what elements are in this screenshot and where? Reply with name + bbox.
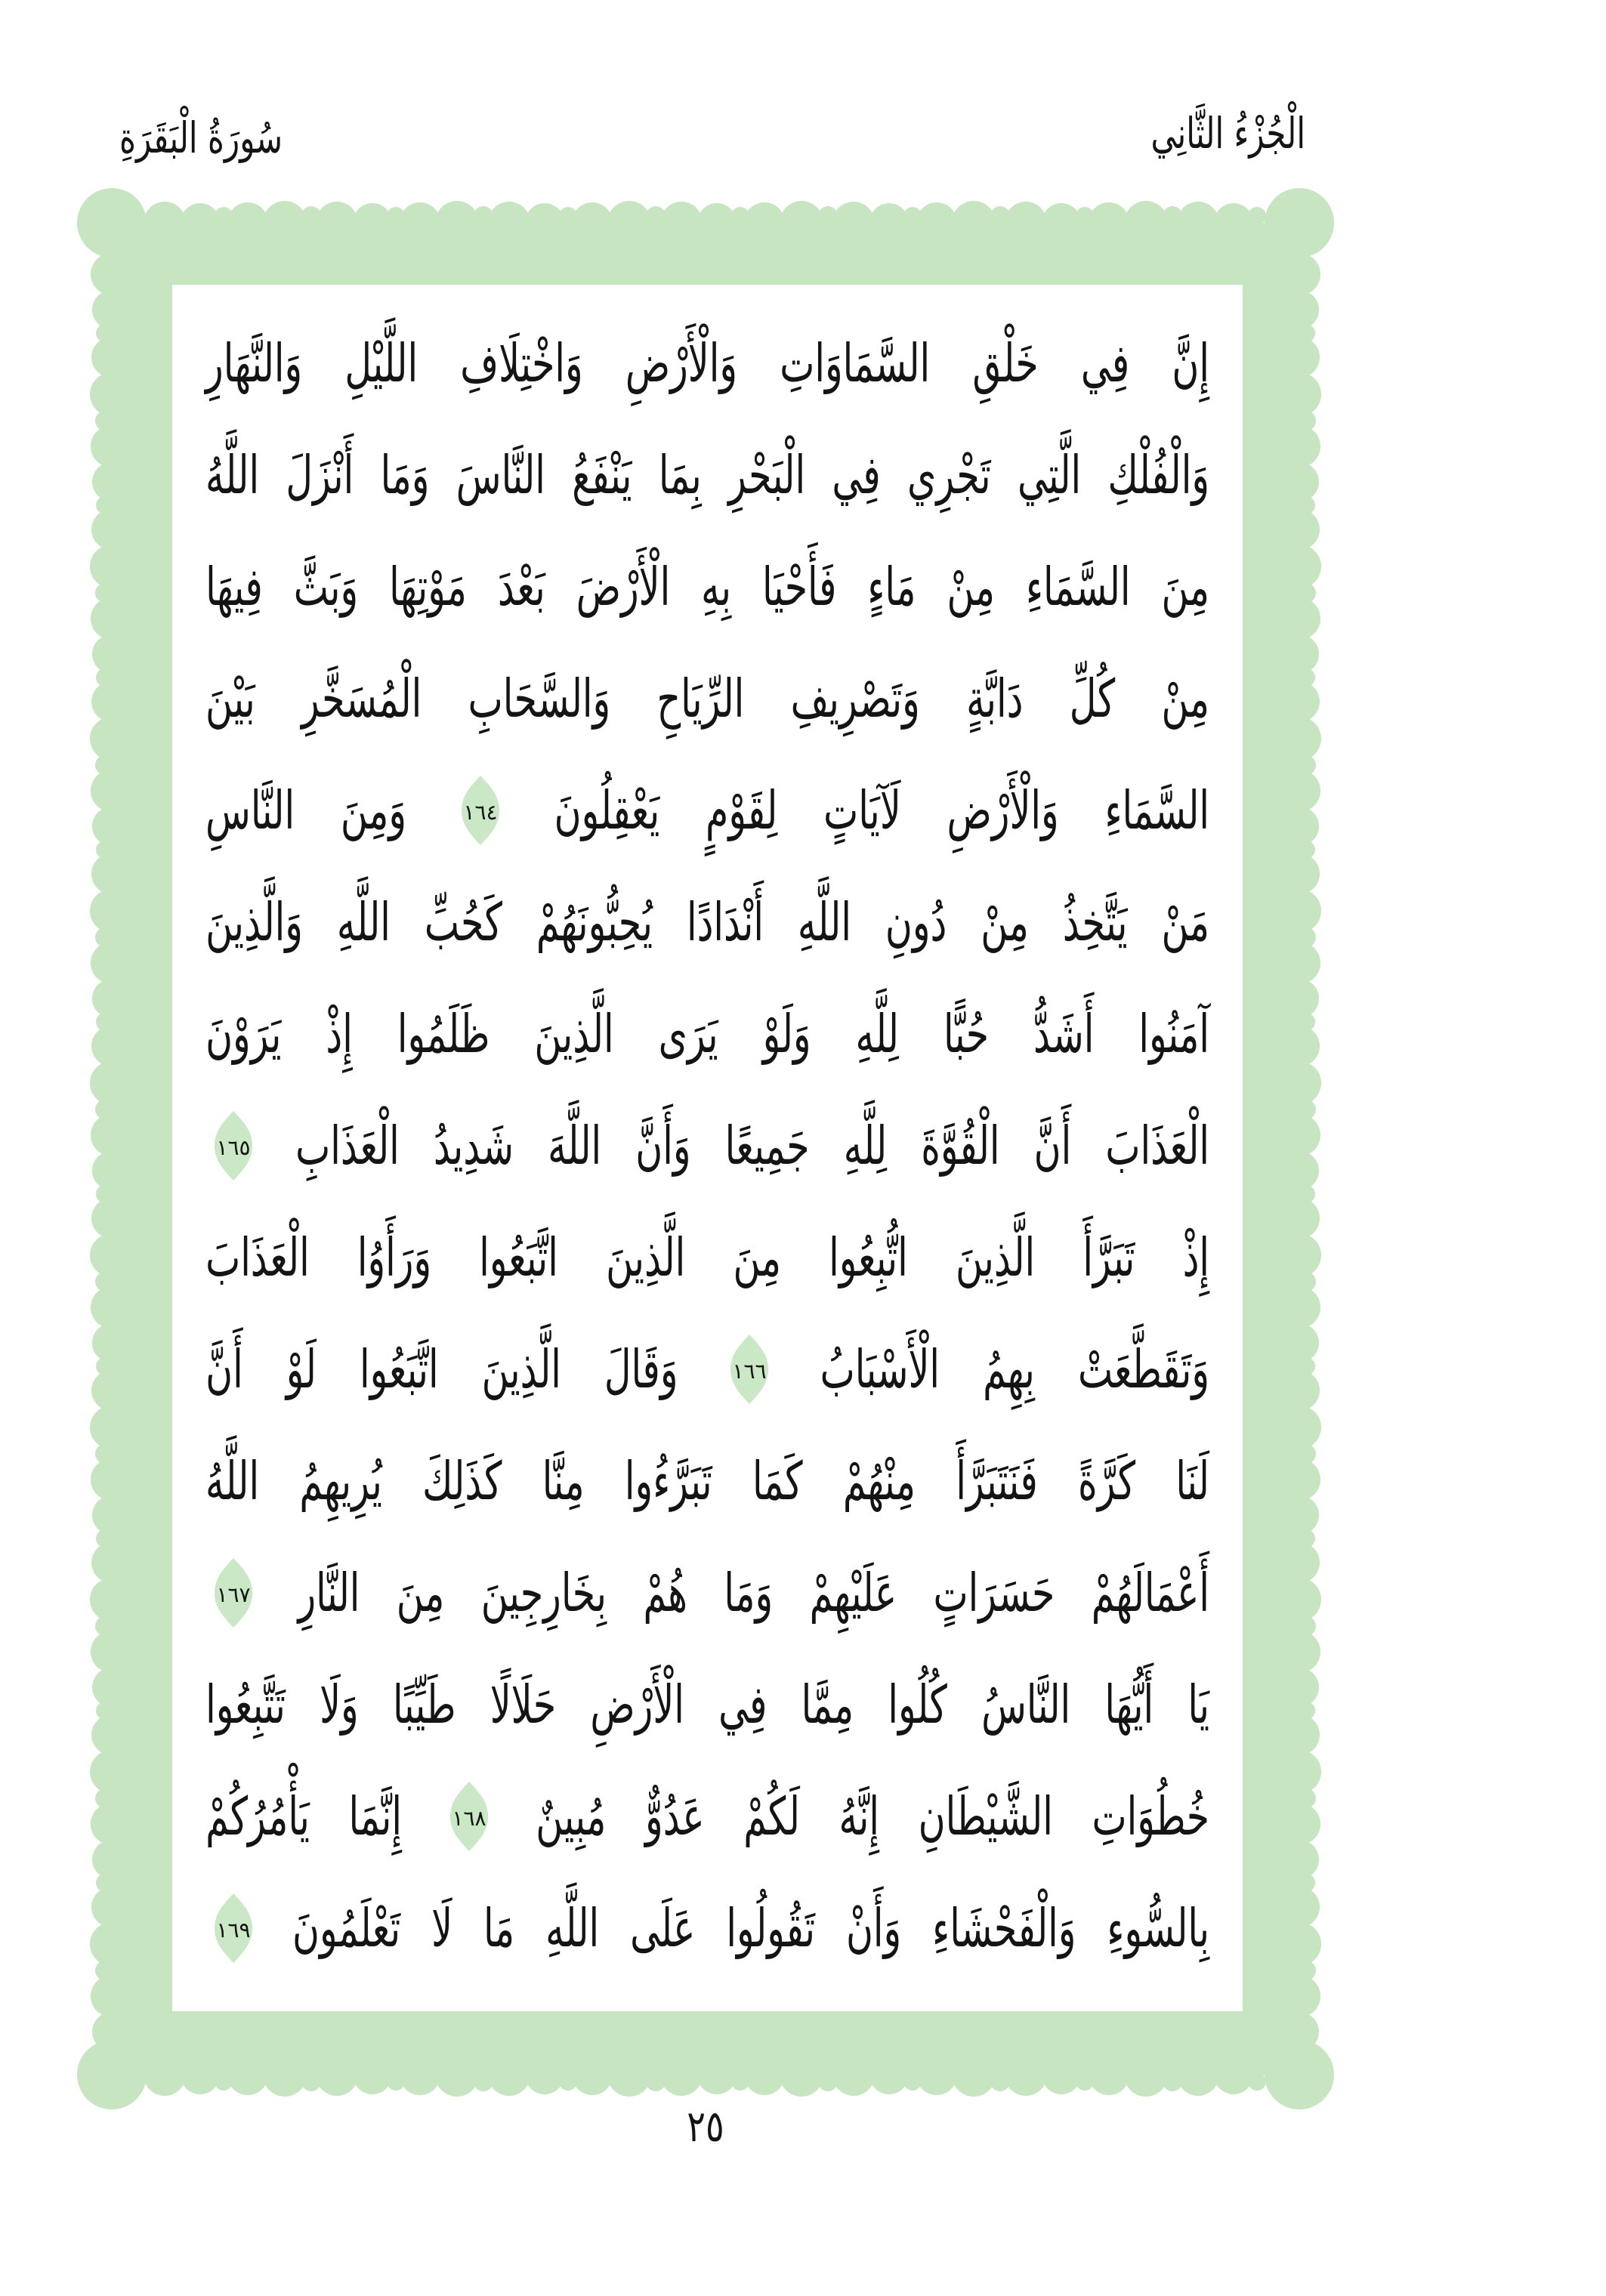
quran-word: عَدُوٌّ: [645, 1785, 705, 1847]
quran-word: اللَّهِ: [336, 891, 391, 953]
quran-word: يَتَّخِذُ: [1062, 891, 1128, 953]
quran-word: إِذْ: [1182, 1227, 1209, 1288]
quran-word: لَوْ: [286, 1338, 317, 1400]
quran-word: يَرَى: [658, 1003, 718, 1065]
quran-word: حَسَرَاتٍ: [933, 1562, 1055, 1624]
quran-word: لَا: [431, 1897, 453, 1959]
quran-word: مِنَ: [1161, 556, 1209, 618]
quran-word: تَبَرَّأَ: [1083, 1227, 1135, 1288]
quran-word: إِنَّ: [1172, 332, 1209, 394]
ayah-end-badge: [727, 1333, 771, 1406]
quran-word: اتَّبَعُوا: [479, 1227, 558, 1288]
quran-word: مَنْ: [1161, 891, 1209, 953]
quran-word: مَا: [483, 1897, 515, 1959]
quran-word: فِي: [718, 1674, 767, 1736]
quran-word: وَرَأَوُا: [357, 1227, 432, 1288]
quran-word: اللَّهِ: [545, 1897, 600, 1959]
ayah-number: ١٦٦: [731, 1359, 767, 1384]
quran-word: أَعْمَالَهُمْ: [1091, 1562, 1209, 1624]
quran-word: مِمَّا: [801, 1674, 854, 1736]
quran-word: الْبَحْرِ: [728, 444, 806, 506]
quran-word: الَّذِينَ: [534, 1003, 614, 1065]
quran-word: اتُّبِعُوا: [829, 1227, 908, 1288]
quran-word: هُمْ: [643, 1562, 687, 1624]
quran-word: الْعَذَابِ: [295, 1115, 400, 1177]
quran-word: السَّمَاءِ: [1104, 779, 1209, 841]
quran-word: أَشَدُّ: [1033, 1003, 1095, 1065]
quran-word: الْأَرْضَ: [576, 556, 671, 618]
quran-word: مِنْ: [1161, 668, 1209, 730]
quran-word: شَدِيدُ: [433, 1115, 514, 1177]
quran-line: [205, 419, 1209, 531]
quran-word: بَيْنَ: [205, 668, 255, 730]
quran-word: بِهِمُ: [983, 1338, 1035, 1400]
quran-word: تَقُولُوا: [726, 1897, 815, 1959]
quran-word: لِلَّهِ: [843, 1115, 888, 1177]
quran-word: فَأَحْيَا: [762, 556, 837, 618]
quran-word: النَّاسُ: [981, 1674, 1071, 1736]
ayah-end-badge: [212, 1557, 255, 1629]
quran-word: وَالْفَحْشَاءِ: [932, 1897, 1076, 1959]
quran-word: عَلَى: [630, 1897, 696, 1959]
quran-word: مِنَ: [733, 1227, 781, 1288]
ayah-number: ١٦٩: [216, 1918, 251, 1943]
quran-word: بِخَارِجِينَ: [480, 1562, 607, 1624]
quran-word: فَنَتَبَرَّأَ: [956, 1450, 1038, 1512]
ayah-end-badge: [459, 774, 502, 847]
quran-line: [205, 1872, 1209, 1984]
quran-word: الرِّيَاحِ: [656, 668, 745, 730]
quran-word: يُرِيهِمُ: [299, 1450, 382, 1512]
quran-word: بِالسُّوءِ: [1107, 1897, 1209, 1959]
quran-word: فِي: [832, 444, 881, 506]
quran-word: اللَّهَ: [548, 1115, 602, 1177]
quran-word: الشَّيْطَانِ: [918, 1785, 1053, 1847]
quran-word: وَاخْتِلَافِ: [460, 332, 583, 394]
quran-word: وَالَّذِينَ: [205, 891, 303, 953]
quran-word: يُحِبُّونَهُمْ: [536, 891, 653, 953]
quran-line: [205, 1425, 1209, 1537]
quran-word: يَعْقِلُونَ: [554, 779, 660, 841]
quran-line: [205, 1649, 1209, 1761]
quran-word: وَلَا: [320, 1674, 359, 1736]
quran-word: اتَّبَعُوا: [360, 1338, 439, 1400]
quran-word: الْعَذَابَ: [1105, 1115, 1209, 1177]
quran-word: بِهِ: [701, 556, 732, 618]
quran-word: فِي: [1080, 332, 1130, 394]
quran-text-lines: [172, 285, 1243, 2011]
quran-word: النَّاسَ: [456, 444, 545, 506]
quran-word: بِمَا: [658, 444, 702, 506]
quran-word: كَحُبِّ: [424, 891, 502, 953]
quran-word: الَّذِينَ: [606, 1227, 686, 1288]
quran-word: وَالنَّهَارِ: [205, 332, 303, 394]
quran-word: وَالْأَرْضِ: [947, 779, 1059, 841]
quran-word: كُلِّ: [1069, 668, 1116, 730]
ayah-number: ١٦٥: [216, 1135, 251, 1160]
quran-word: مِنْ: [981, 891, 1029, 953]
quran-word: بَعْدَ: [497, 556, 545, 618]
quran-word: الْمُسَخَّرِ: [301, 668, 422, 730]
quran-word: الْقُوَّةَ: [921, 1115, 1000, 1177]
quran-word: جَمِيعًا: [724, 1115, 810, 1177]
quran-word: دَابَّةٍ: [966, 668, 1024, 730]
quran-word: يَأْمُرُكُمْ: [205, 1785, 310, 1847]
quran-word: مِنَّا: [542, 1450, 585, 1512]
quran-word: تَجْرِي: [906, 444, 991, 506]
quran-word: إِنَّمَا: [348, 1785, 403, 1847]
quran-word: النَّارِ: [298, 1562, 360, 1624]
ayah-end-badge: [447, 1780, 491, 1853]
quran-word: يَنْفَعُ: [572, 444, 632, 506]
quran-word: وَالْفُلْكِ: [1107, 444, 1209, 506]
ayah-number: ١٦٧: [216, 1582, 251, 1607]
quran-word: أَنَّ: [1033, 1115, 1072, 1177]
quran-word: الْأَرْضِ: [590, 1674, 684, 1736]
quran-word: مَوْتِهَا: [389, 556, 467, 618]
quran-word: كَمَا: [752, 1450, 803, 1512]
ayah-end-badge: [212, 1109, 255, 1182]
quran-word: لَنَا: [1175, 1450, 1209, 1512]
quran-word: طَيِّبًا: [392, 1674, 456, 1736]
quran-word: حَلَالًا: [490, 1674, 557, 1736]
surah-title: سُورَةُ الْبَقَرَةِ: [119, 113, 283, 163]
quran-word: وَتَصْرِيفِ: [790, 668, 920, 730]
quran-word: يَرَوْنَ: [205, 1003, 282, 1065]
quran-word: كَذَلِكَ: [422, 1450, 502, 1512]
quran-line: [205, 1313, 1209, 1425]
quran-word: أَيُّهَا: [1104, 1674, 1154, 1736]
quran-word: وَمَا: [380, 444, 430, 506]
quran-line: [205, 755, 1209, 866]
ayah-number: ١٦٤: [463, 800, 498, 825]
quran-word: مَاءٍ: [867, 556, 916, 618]
quran-word: كَرَّةً: [1078, 1450, 1136, 1512]
quran-word: لِقَوْمٍ: [705, 779, 778, 841]
quran-word: كُلُوا: [888, 1674, 947, 1736]
quran-word: إِذْ: [326, 1003, 353, 1065]
quran-word: اللَّهِ: [797, 891, 851, 953]
quran-word: آمَنُوا: [1138, 1003, 1209, 1065]
quran-word: الَّذِينَ: [955, 1227, 1036, 1288]
quran-word: الْأَسْبَابُ: [820, 1338, 940, 1400]
quran-word: النَّاسِ: [205, 779, 295, 841]
quran-word: حُبًّا: [943, 1003, 989, 1065]
quran-word: خَلْقِ: [972, 332, 1039, 394]
quran-word: إِنَّهُ: [839, 1785, 880, 1847]
quran-line: [205, 1761, 1209, 1872]
quran-word: دُونِ: [885, 891, 947, 953]
quran-word: الْعَذَابَ: [205, 1227, 310, 1288]
quran-word: وَمَا: [724, 1562, 774, 1624]
quran-word: وَأَنَّ: [635, 1115, 691, 1177]
quran-word: وَالسَّحَابِ: [468, 668, 611, 730]
quran-word: خُطُوَاتِ: [1092, 1785, 1209, 1847]
quran-word: وَمِنَ: [340, 779, 407, 841]
quran-line: [205, 1202, 1209, 1313]
quran-line: [205, 1090, 1209, 1202]
quran-word: وَأَنْ: [845, 1897, 902, 1959]
quran-word: اللَّهُ: [205, 1450, 260, 1512]
quran-word: أَنَّ: [205, 1338, 243, 1400]
quran-word: يَا: [1188, 1674, 1209, 1736]
quran-line: [205, 643, 1209, 755]
quran-word: مُبِينٌ: [536, 1785, 607, 1847]
quran-line: [205, 307, 1209, 419]
quran-word: أَنْزَلَ: [286, 444, 354, 506]
quran-word: الَّذِينَ: [481, 1338, 561, 1400]
quran-word: عَلَيْهِمْ: [809, 1562, 897, 1624]
quran-word: السَّمَاءِ: [1025, 556, 1131, 618]
quran-word: وَالْأَرْضِ: [625, 332, 737, 394]
ayah-number: ١٦٨: [452, 1806, 486, 1831]
quran-word: أَنْدَادًا: [686, 891, 764, 953]
juz-title: الْجُزْءُ الثَّانِي: [1150, 108, 1305, 159]
quran-word: فِيهَا: [205, 556, 263, 618]
page-number: ٢٥: [687, 2100, 724, 2152]
quran-word: الَّتِي: [1017, 444, 1082, 506]
quran-word: تَبَرَّءُوا: [624, 1450, 712, 1512]
quran-word: مِنَ: [396, 1562, 445, 1624]
quran-word: لِلَّهِ: [855, 1003, 899, 1065]
quran-word: وَتَقَطَّعَتْ: [1077, 1338, 1209, 1400]
ayah-end-badge: [212, 1892, 255, 1964]
quran-word: مِنْهُمْ: [842, 1450, 916, 1512]
quran-word: السَّمَاوَاتِ: [780, 332, 931, 394]
quran-word: مِنْ: [947, 556, 996, 618]
quran-word: اللَّهُ: [205, 444, 260, 506]
quran-line: [205, 978, 1209, 1090]
quran-word: لَآيَاتٍ: [823, 779, 901, 841]
quran-line: [205, 531, 1209, 643]
quran-word: تَتَّبِعُوا: [205, 1674, 286, 1736]
quran-word: تَعْلَمُونَ: [292, 1897, 401, 1959]
quran-word: وَبَثَّ: [293, 556, 359, 618]
quran-line: [205, 1537, 1209, 1649]
quran-line: [205, 866, 1209, 978]
quran-word: وَقَالَ: [604, 1338, 678, 1400]
quran-word: ظَلَمُوا: [397, 1003, 490, 1065]
quran-word: وَلَوْ: [762, 1003, 811, 1065]
quran-word: لَكُمْ: [743, 1785, 800, 1847]
quran-word: اللَّيْلِ: [344, 332, 418, 394]
